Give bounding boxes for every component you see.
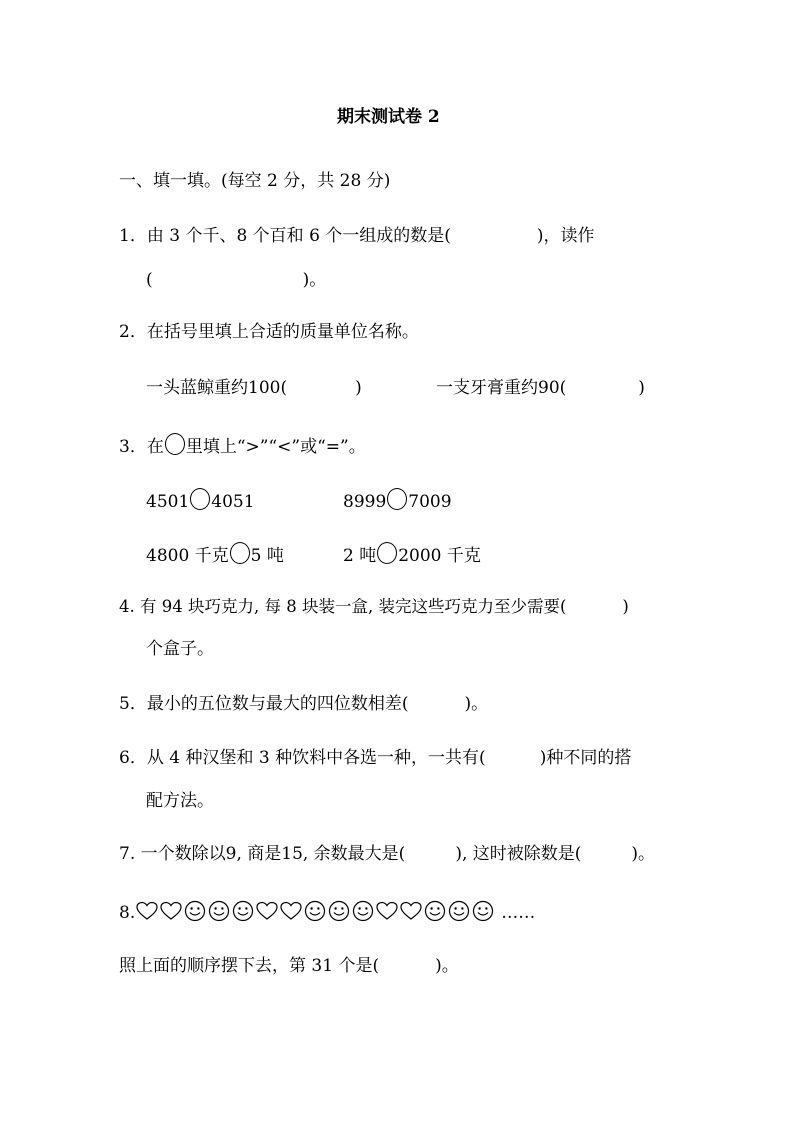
smiley-face-icon xyxy=(231,900,255,922)
section-heading: 一、填一填。(每空 2 分，共 28 分) xyxy=(119,171,391,191)
compare-circle[interactable] xyxy=(230,542,250,564)
compare-left: 8999 xyxy=(343,492,387,512)
question-2-item-b-close: ) xyxy=(638,378,645,398)
question-7-text: 7. 一个数除以9, 商是15, 余数最大是( xyxy=(119,844,406,864)
question-8-text-a: 照上面的顺序摆下去，第 31 个是( xyxy=(119,956,380,976)
heart-icon xyxy=(255,900,279,922)
question-1-text: 1．由 3 个千、8 个百和 6 个一组成的数是( xyxy=(119,226,451,246)
smiley-face-icon xyxy=(351,900,375,922)
question-7-text-b: ), 这时被除数是( xyxy=(455,844,582,864)
compare-left: 2 吨 xyxy=(343,546,377,566)
question-6-line-1 xyxy=(119,747,631,769)
question-8-number: 8. xyxy=(119,903,136,923)
compare-left: 4501 xyxy=(146,492,190,512)
compare-circle[interactable] xyxy=(387,488,407,510)
question-1-line-1 xyxy=(119,225,595,247)
question-5 xyxy=(119,693,488,715)
question-1-text-b: )，读作 xyxy=(536,226,595,246)
question-8-pattern xyxy=(119,900,535,924)
smiley-face-icon xyxy=(303,900,327,922)
compare-circle[interactable] xyxy=(165,433,185,455)
compare-right: 4051 xyxy=(211,492,255,512)
question-4-close: ) xyxy=(622,597,629,616)
question-3-text xyxy=(119,433,366,458)
question-4-line-2: 个盒子。 xyxy=(146,639,214,659)
heart-icon xyxy=(135,900,159,922)
question-3-text-a: 3．在 xyxy=(119,437,164,457)
compare-circle[interactable] xyxy=(377,542,397,564)
heart-icon xyxy=(399,900,423,922)
question-8-close: )。 xyxy=(435,956,459,976)
compare-item xyxy=(343,488,452,513)
heart-icon xyxy=(279,900,303,922)
compare-item xyxy=(146,542,284,567)
question-1-text-c: ( xyxy=(146,270,153,290)
question-3-text-b: 里填上“>”“<”或“=”。 xyxy=(185,437,366,457)
symbol-pattern xyxy=(135,903,495,923)
ellipsis: …… xyxy=(501,903,536,923)
smiley-face-icon xyxy=(447,900,471,922)
question-1-text-d: )。 xyxy=(302,270,327,290)
compare-item xyxy=(146,488,255,513)
smiley-face-icon xyxy=(423,900,447,922)
question-4-line-1 xyxy=(119,596,629,618)
compare-circle[interactable] xyxy=(190,488,210,510)
heart-icon xyxy=(159,900,183,922)
question-1-line-2 xyxy=(146,269,326,291)
compare-right: 5 吨 xyxy=(250,546,284,566)
heart-icon xyxy=(375,900,399,922)
question-6-line-2: 配方法。 xyxy=(146,791,214,811)
smiley-face-icon xyxy=(183,900,207,922)
question-7 xyxy=(119,843,655,865)
question-2-item-b-text: 一支牙膏重约90( xyxy=(436,378,567,398)
smiley-face-icon xyxy=(471,900,495,922)
page-title: 期末测试卷 2 xyxy=(337,107,440,127)
question-8-text xyxy=(119,955,459,977)
question-2-item-a xyxy=(146,377,362,399)
question-5-close: )。 xyxy=(464,694,489,714)
question-2-item-a-close: ) xyxy=(355,378,362,398)
question-7-close: )。 xyxy=(631,844,656,864)
smiley-face-icon xyxy=(327,900,351,922)
question-6-text: 6．从 4 种汉堡和 3 种饮料中各选一种，一共有( xyxy=(119,748,486,768)
question-5-text: 5．最小的五位数与最大的四位数相差( xyxy=(119,694,409,714)
compare-right: 2000 千克 xyxy=(398,546,481,566)
smiley-face-icon xyxy=(207,900,231,922)
question-2-item-a-text: 一头蓝鲸重约100( xyxy=(146,378,288,398)
question-4-text: 4. 有 94 块巧克力, 每 8 块装一盒, 装完这些巧克力至少需要( xyxy=(119,597,567,616)
compare-right: 7009 xyxy=(408,492,452,512)
question-2-item-b xyxy=(436,377,645,399)
question-6-text-b: )种不同的搭 xyxy=(539,748,632,768)
compare-left: 4800 千克 xyxy=(146,546,229,566)
question-2-text: 2．在括号里填上合适的质量单位名称。 xyxy=(119,322,419,342)
compare-item xyxy=(343,542,481,567)
